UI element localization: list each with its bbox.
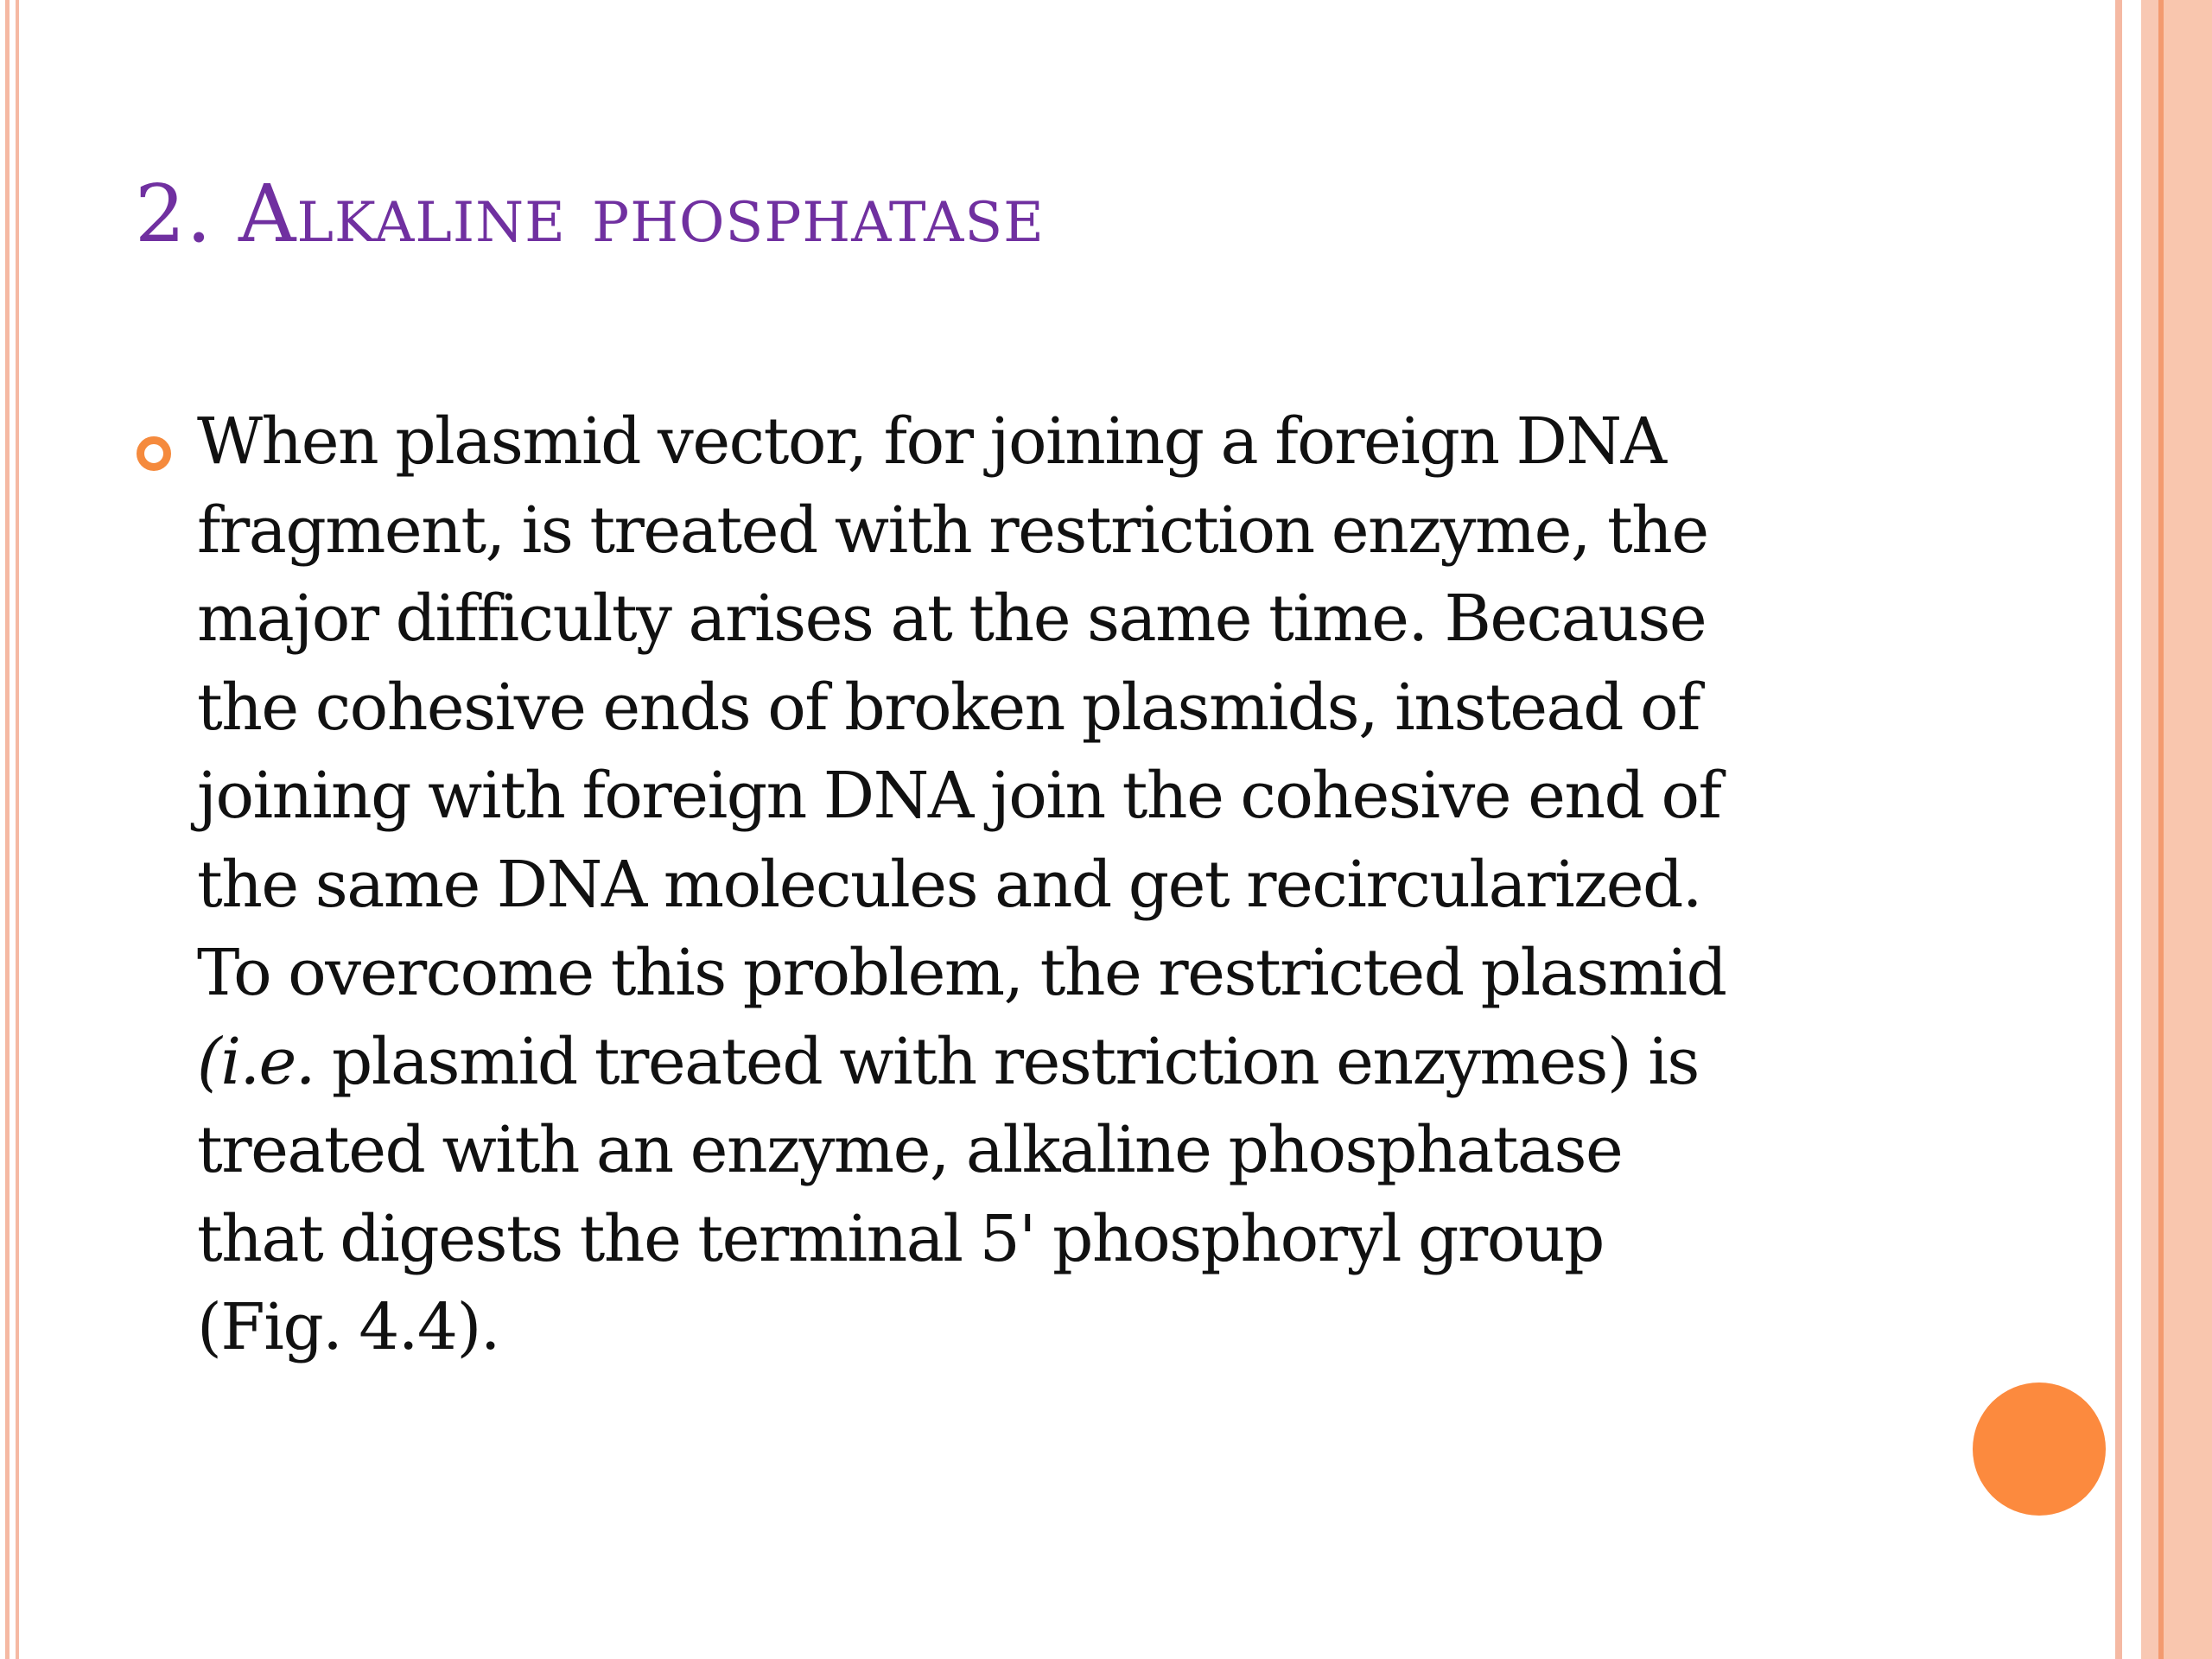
- italic-prefix: (i.e.: [197, 1024, 315, 1099]
- bullet-line: (Fig. 4.4).: [197, 1290, 499, 1364]
- bullet-line: major difficulty arises at the same time. Because: [197, 582, 1707, 656]
- bullet-line-rest: plasmid treated with restriction enzymes) is: [331, 1024, 1699, 1099]
- bullet-line: the cohesive ends of broken plasmids, instead of: [197, 670, 1700, 745]
- right-stripe: [2141, 0, 2158, 1659]
- bullet-line: that digests the terminal 5' phosphoryl group: [197, 1201, 1604, 1276]
- left-border-line-inner: [16, 0, 19, 1659]
- bullet-line: treated with an enzyme, alkaline phosphatase: [197, 1113, 1623, 1187]
- right-stripe-gap: [2122, 0, 2141, 1659]
- bullet-line-italic: [197, 1018, 2077, 1107]
- decorative-orange-circle: [1973, 1382, 2106, 1516]
- circle-bullet-icon: [137, 436, 171, 471]
- bullet-text: [197, 397, 2077, 1372]
- bullet-line: the same DNA molecules and get recircularized.: [197, 847, 1701, 922]
- bullet-line: fragment, is treated with restriction enzyme, the: [197, 493, 1708, 568]
- bullet-line: joining with foreign DNA join the cohesive end of: [197, 759, 1721, 833]
- bullet-item: [133, 397, 2077, 1372]
- bullet-line: When plasmid vector, for joining a foreign DNA: [197, 404, 1666, 479]
- right-stripe: [2164, 0, 2212, 1659]
- slide-title: 2. Alkaline phosphatase: [135, 167, 1045, 260]
- bullet-list: [133, 397, 2077, 1372]
- right-stripe: [2115, 0, 2122, 1659]
- left-border-line: [5, 0, 10, 1659]
- bullet-line: To overcome this problem, the restricted plasmid: [197, 936, 1726, 1010]
